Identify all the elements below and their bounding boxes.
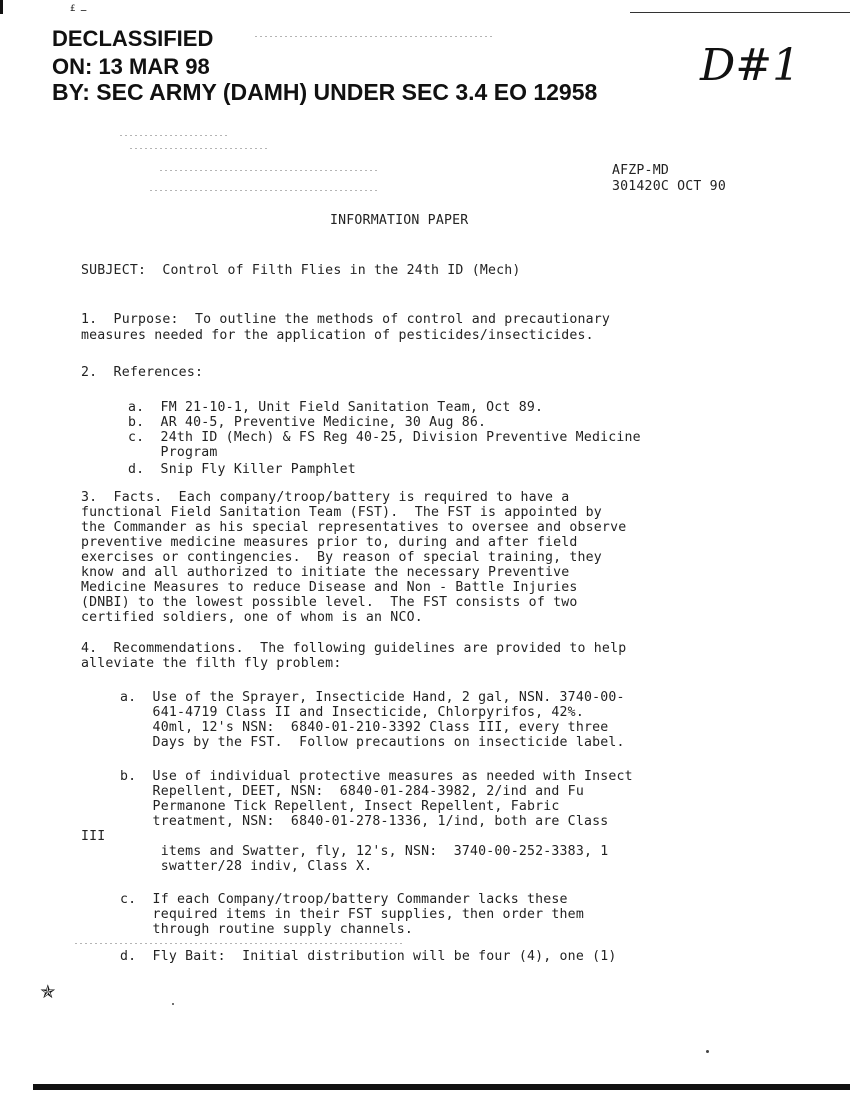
scan-noise <box>120 135 230 136</box>
item-b-class-tail: III <box>81 829 106 844</box>
office-symbol: AFZP-MD <box>612 163 669 178</box>
facts-line-8: (DNBI) to the lowest possible level. The FST consists of two <box>81 595 578 610</box>
scan-noise <box>160 170 380 171</box>
item-c-line-2: required items in their FST supplies, then order them <box>120 907 584 922</box>
facts-line-3: the Commander as his special representatives to oversee and observe <box>81 520 627 535</box>
document-date: 301420C OCT 90 <box>612 179 726 194</box>
item-c-line-3: through routine supply channels. <box>120 922 414 937</box>
references-heading: 2. References: <box>81 365 204 380</box>
facts-line-9: certified soldiers, one of whom is an NCO. <box>81 610 423 625</box>
scan-noise <box>75 943 405 944</box>
declassified-date: ON: 13 MAR 98 <box>52 54 210 79</box>
reference-b: b. AR 40-5, Preventive Medicine, 30 Aug 86. <box>128 415 487 430</box>
item-a-line-1: a. Use of the Sprayer, Insecticide Hand, 2 gal, NSN. 3740-00- <box>120 690 625 705</box>
document-title: INFORMATION PAPER <box>330 213 469 228</box>
facts-line-7: Medicine Measures to reduce Disease and Non - Battle Injuries <box>81 580 578 595</box>
item-a-line-4: Days by the FST. Follow precautions on insecticide label. <box>120 735 625 750</box>
scan-noise <box>255 36 495 37</box>
recommendations-line-2: alleviate the filth fly problem: <box>81 656 342 671</box>
reference-a: a. FM 21-10-1, Unit Field Sanitation Team, Oct 89. <box>128 400 544 415</box>
recommendations-line-1: 4. Recommendations. The following guidelines are provided to help <box>81 641 627 656</box>
item-b-line-4: treatment, NSN: 6840-01-278-1336, 1/ind, both are Class <box>120 814 609 829</box>
item-b2-line-2: swatter/28 indiv, Class X. <box>120 859 373 874</box>
scan-noise <box>130 148 270 149</box>
purpose-line-1: 1. Purpose: To outline the methods of control and precautionary <box>81 312 611 327</box>
item-b2-line-1: items and Swatter, fly, 12's, NSN: 3740-00-252-3383, 1 <box>120 844 609 859</box>
handwritten-document-number: D#1 <box>700 40 801 91</box>
subject-line: SUBJECT: Control of Filth Flies in the 24th ID (Mech) <box>81 263 521 278</box>
item-d-line-1: d. Fly Bait: Initial distribution will be four (4), one (1) <box>120 949 617 964</box>
margin-star-icon: ✯ <box>40 975 56 1005</box>
bottom-border <box>33 1084 850 1090</box>
header-scrawl: £ ـ <box>70 4 87 14</box>
declassified-authority: BY: SEC ARMY (DAMH) UNDER SEC 3.4 EO 12958 <box>52 79 598 105</box>
item-b-line-3: Permanone Tick Repellent, Insect Repellent, Fabric <box>120 799 560 814</box>
item-a-line-2: 641-4719 Class II and Insecticide, Chlorpyrifos, 42%. <box>120 705 584 720</box>
facts-line-5: exercises or contingencies. By reason of special training, they <box>81 550 602 565</box>
purpose-line-2: measures needed for the application of pesticides/insecticides. <box>81 328 594 343</box>
facts-line-6: know and all authorized to initiate the necessary Preventive <box>81 565 570 580</box>
facts-line-4: preventive medicine measures prior to, during and after field <box>81 535 578 550</box>
scan-noise <box>150 190 380 191</box>
facts-line-2: functional Field Sanitation Team (FST). The FST is appointed by <box>81 505 602 520</box>
reference-c-continued: Program <box>128 445 218 460</box>
scan-speck <box>706 1050 709 1053</box>
scan-speck <box>172 1003 174 1005</box>
item-b-line-2: Repellent, DEET, NSN: 6840-01-284-3982, 2/ind and Fu <box>120 784 584 799</box>
reference-d: d. Snip Fly Killer Pamphlet <box>128 462 356 477</box>
item-b-line-1: b. Use of individual protective measures as needed with Insect <box>120 769 633 784</box>
page-edge-mark <box>0 0 3 14</box>
top-rule <box>630 12 850 13</box>
reference-c: c. 24th ID (Mech) & FS Reg 40-25, Division Preventive Medicine <box>128 430 641 445</box>
item-c-line-1: c. If each Company/troop/battery Commander lacks these <box>120 892 568 907</box>
declassified-stamp: DECLASSIFIED <box>52 26 214 51</box>
facts-line-1: 3. Facts. Each company/troop/battery is required to have a <box>81 490 570 505</box>
item-a-line-3: 40ml, 12's NSN: 6840-01-210-3392 Class III, every three <box>120 720 609 735</box>
